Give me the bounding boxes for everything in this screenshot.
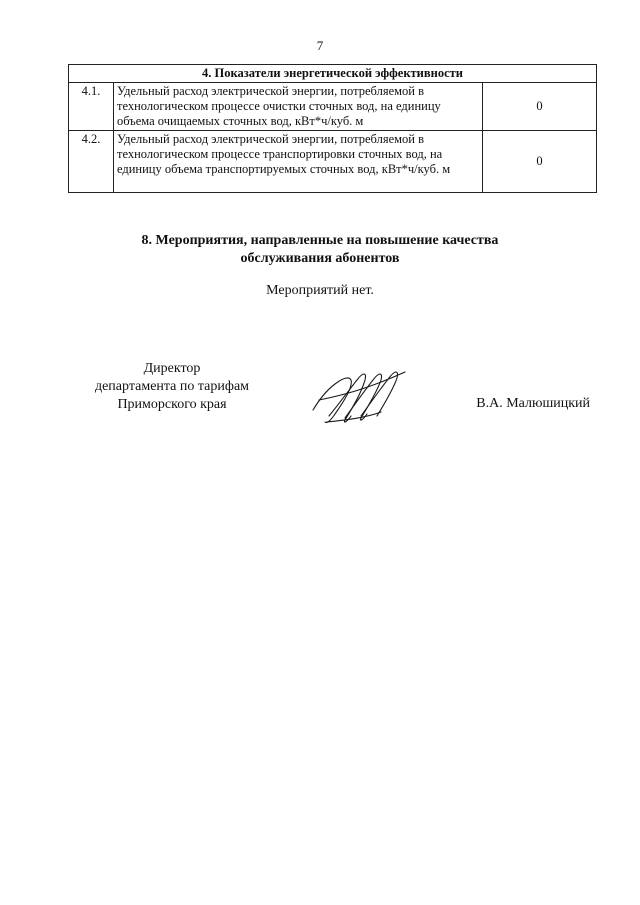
- energy-efficiency-table: [68, 64, 597, 193]
- section-8-heading-line1: 8. Мероприятия, направленные на повышение качества: [141, 233, 499, 248]
- row-number-cell: 4.2.: [69, 131, 114, 193]
- signature-image: [305, 360, 415, 430]
- section-8-heading-line2: обслуживания абонентов: [240, 251, 400, 266]
- signer-position-line3: Приморского края: [117, 397, 227, 412]
- signer-position-line1: Директор: [143, 361, 201, 376]
- row-value-cell: 0: [483, 131, 597, 193]
- section-header-cell: 4. Показатели энергетической эффективности: [69, 65, 597, 83]
- row-number-cell: 4.1.: [69, 83, 114, 131]
- signer-position-line2: департамента по тарифам: [94, 379, 250, 394]
- table-row: [69, 131, 597, 193]
- section-8-heading: [0, 232, 640, 268]
- table-row: [69, 83, 597, 131]
- no-measures-text: Мероприятий нет.: [266, 283, 374, 298]
- signer-position: [62, 360, 282, 414]
- row-description-cell: Удельный расход электрической энергии, потребляемой в технологическом процессе очистки сточных вод, на единицу объема очищаемых сточных вод, кВт*ч/куб. м: [114, 83, 483, 131]
- row-value-cell: 0: [483, 83, 597, 131]
- page-number: 7: [316, 38, 324, 53]
- signer-name: В.А. Малюшицкий: [476, 396, 590, 411]
- table-section-header-row: [69, 65, 597, 83]
- row-description-cell: Удельный расход электрической энергии, потребляемой в технологическом процессе транспортировки сточных вод, на единицу объема транспортируемых сточных вод, кВт*ч/куб. м: [114, 131, 483, 193]
